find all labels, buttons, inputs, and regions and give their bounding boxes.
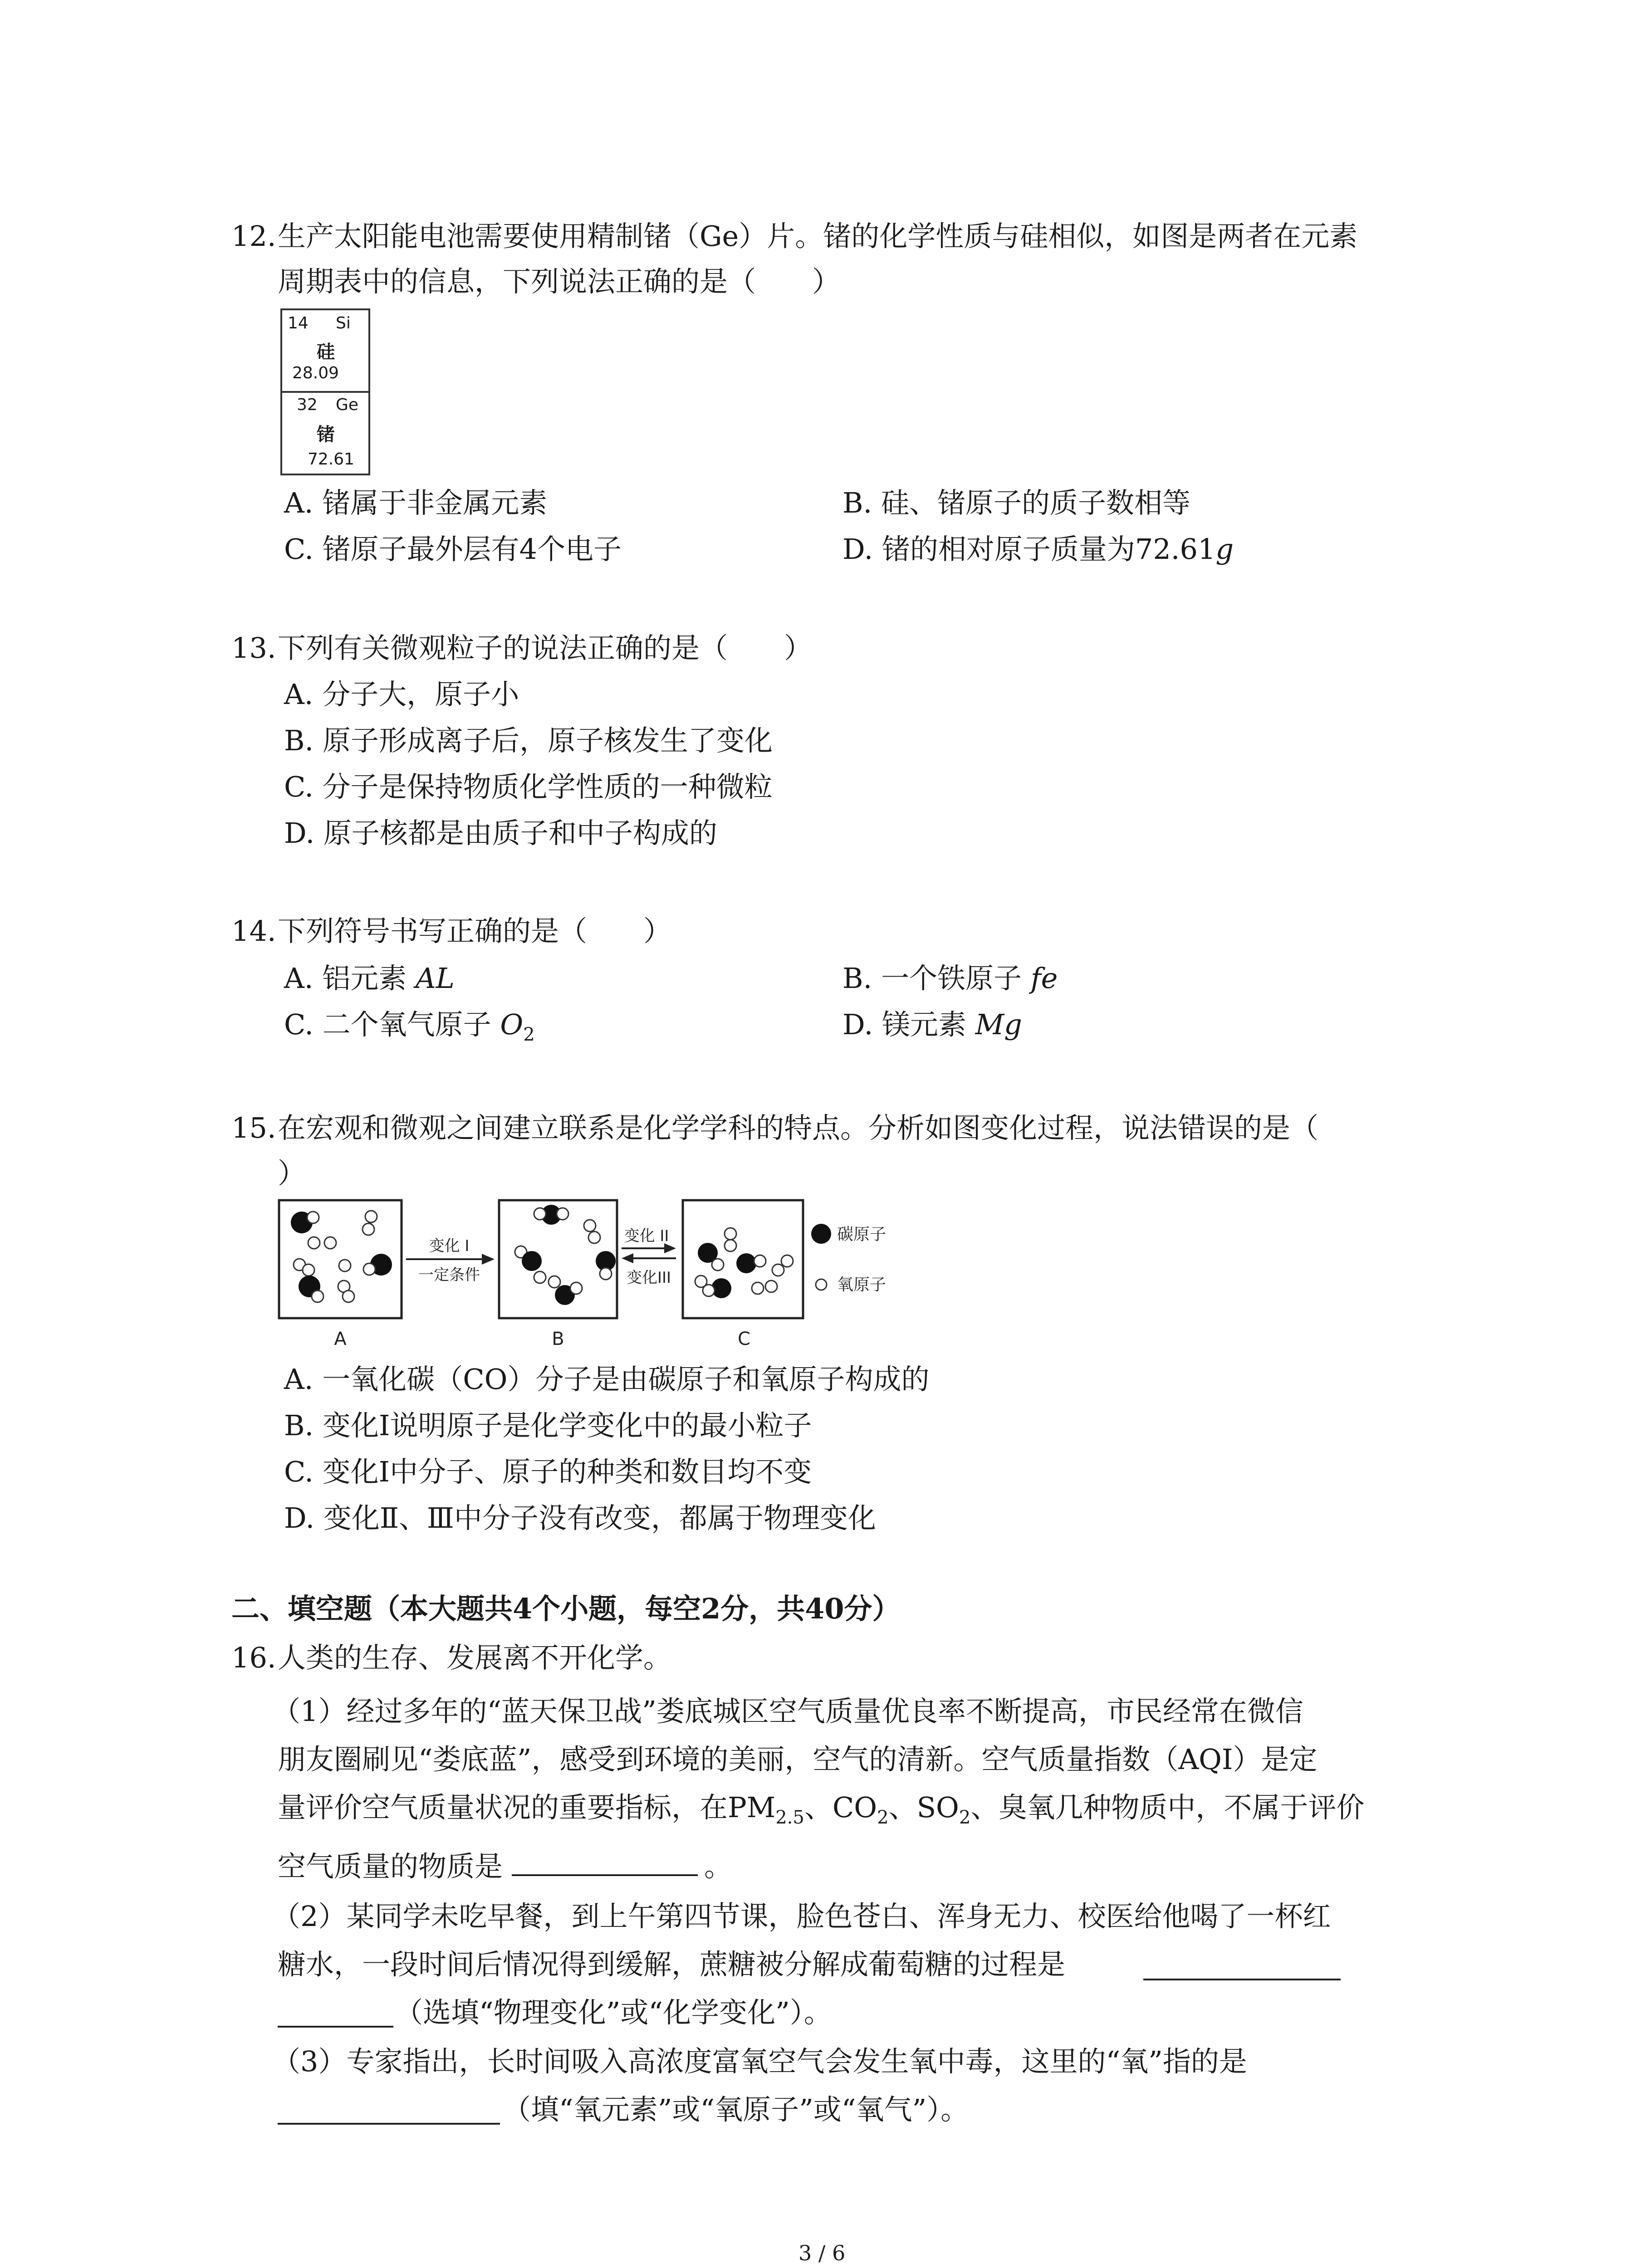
ge-atomic-mass: 72.61 [308,450,355,469]
q16-answer-blank-2b[interactable] [278,2000,393,2028]
q12-option-a[interactable]: A. 锗属于非金属元素 [284,486,548,519]
q16-part1-line1: （1）经过多年的“蓝天保卫战”娄底城区空气质量优良率不断提高，市民经常在微信 [272,1695,1303,1728]
q13-option-d[interactable]: D. 原子核都是由质子和中子构成的 [284,816,717,850]
q14-option-c-text: C. 二个氧气原子 [284,1008,500,1041]
q16-part1-line2: 朋友圈刷见“娄底蓝”，感受到环境的美丽，空气的清新。空气质量指数（AQI）是定 [278,1743,1318,1776]
q14-option-c-subscript: 2 [523,1024,535,1045]
q15-option-b[interactable]: B. 变化Ⅰ说明原子是化学变化中的最小粒子 [284,1409,812,1442]
q13-option-b[interactable]: B. 原子形成离子后，原子核发生了变化 [284,724,773,757]
q16-part3-line1: （3）专家指出，长时间吸入高浓度富氧空气会发生氧中毒，这里的“氧”指的是 [272,2045,1247,2078]
q15-stem-line1: 在宏观和微观之间建立联系是化学学科的特点。分析如图变化过程，说法错误的是（ [278,1111,1319,1144]
q14-number: 14. [231,914,276,948]
q16-pm-subscript: 2.5 [775,1807,804,1828]
q14-option-a-symbol: AL [415,962,455,995]
legend-carbon-label: 碳原子 [837,1225,887,1244]
legend-oxygen-label: 氧原子 [837,1276,887,1294]
q12-option-d-unit: g [1215,533,1234,566]
q16-part2-line3: （选填“物理变化”或“化学变化”）。 [395,1996,832,2029]
q14-option-a[interactable] [284,962,455,995]
q15-option-c[interactable]: C. 变化Ⅰ中分子、原子的种类和数目均不变 [284,1455,812,1488]
q14-option-c[interactable] [284,1008,535,1045]
q16-part1-line4-b: 。 [704,1850,733,1883]
q14-option-d[interactable] [843,1008,1022,1041]
q12-option-c[interactable]: C. 锗原子最外层有4个电子 [284,533,622,566]
arrow2-top-label: 变化 II [624,1227,669,1245]
ge-symbol: Ge [336,396,359,414]
si-symbol: Si [336,314,351,332]
q15-option-d[interactable]: D. 变化Ⅱ、Ⅲ中分子没有改变，都属于物理变化 [284,1501,876,1535]
legend-carbon-icon [811,1224,831,1244]
box-a-particles [291,1211,392,1302]
q16-part1-line4-a: 空气质量的物质是 [278,1850,503,1883]
q14-option-a-text: A. 铝元素 [284,962,416,995]
q16-part1-line3 [278,1791,1365,1828]
q16-co2-subscript: 2 [877,1807,889,1828]
box-a-label: A [334,1329,347,1349]
arrow2-back-head [622,1253,633,1263]
q12-option-d[interactable] [843,533,1234,566]
si-name: 硅 [317,342,335,362]
arrow1-bottom-label: 一定条件 [418,1266,480,1284]
element-cell-ge [280,391,370,475]
box-b-label: B [552,1329,564,1349]
si-atomic-number: 14 [288,314,309,332]
q13-option-a[interactable]: A. 分子大，原子小 [284,678,519,711]
box-b-particles [515,1205,616,1305]
box-c-particles [695,1228,793,1298]
box-c-label: C [738,1329,750,1349]
arrow1-top-label: 变化 I [429,1237,470,1255]
page-number: 3 / 6 [798,2241,846,2265]
q16-number: 16. [231,1641,276,1674]
molecular-change-diagram [272,1198,907,1352]
q16-part1-line3-c: 、SO [888,1791,959,1824]
q12-option-b[interactable]: B. 硅、锗原子的质子数相等 [843,486,1190,519]
q12-option-d-text: D. 锗的相对原子质量为72.61 [843,533,1216,566]
q13-stem: 下列有关微观粒子的说法正确的是（ ） [278,631,813,665]
q16-part3-line2: （填“氧元素”或“氧原子”或“氧气”）。 [503,2093,969,2126]
q14-option-b[interactable] [843,962,1058,995]
q16-part1-line4 [278,1851,732,1881]
q13-option-c[interactable]: C. 分子是保持物质化学性质的一种微粒 [284,770,773,803]
element-cell-si [280,308,370,393]
q16-part1-line3-a: 量评价空气质量状况的重要指标，在PM [278,1791,776,1824]
ge-atomic-number: 32 [297,396,318,414]
arrow1-head [482,1254,495,1265]
q16-part2-line2: 糖水，一段时间后情况得到缓解，蔗糖被分解成葡萄糖的过程是 [278,1948,1066,1981]
arrow2-bottom-label: 变化III [626,1269,671,1287]
q14-option-b-symbol: fe [1030,962,1058,995]
q14-stem: 下列符号书写正确的是（ ） [278,914,672,948]
q12-stem-line2: 周期表中的信息，下列说法正确的是（ ） [278,265,841,298]
q16-so2-subscript: 2 [959,1807,971,1828]
q13-number: 13. [231,631,276,665]
q14-option-d-text: D. 镁元素 [843,1008,975,1041]
q16-part1-line3-d: 、臭氧几种物质中，不属于评价 [970,1791,1365,1824]
q16-part2-line1: （2）某同学未吃早餐，到上午第四节课，脸色苍白、浑身无力、校医给他喝了一杯红 [272,1900,1331,1933]
q15-stem-line2: ） [278,1157,306,1190]
legend-oxygen-icon [816,1279,827,1290]
arrow2-forward-head [664,1243,676,1253]
q16-answer-blank-1[interactable] [512,1851,698,1876]
q14-option-d-symbol: Mg [975,1008,1022,1041]
q12-stem-line1: 生产太阳能电池需要使用精制锗（Ge）片。锗的化学性质与硅相似，如图是两者在元素 [278,220,1358,253]
si-atomic-mass: 28.09 [292,364,339,382]
q12-number: 12. [231,220,276,253]
q16-answer-blank-3[interactable] [278,2097,500,2125]
section-2-title: 二、填空题（本大题共4个小题，每空2分，共40分） [231,1592,901,1625]
q16-stem: 人类的生存、发展离不开化学。 [278,1641,672,1674]
q14-option-c-symbol: O [500,1008,524,1041]
q16-part1-line3-b: 、CO [804,1791,877,1824]
q15-number: 15. [231,1111,276,1144]
ge-name: 锗 [317,424,335,445]
q15-option-a[interactable]: A. 一氧化碳（CO）分子是由碳原子和氧原子构成的 [284,1363,930,1396]
q16-answer-blank-2a[interactable] [1143,1953,1341,1980]
q14-option-b-text: B. 一个铁原子 [843,962,1031,995]
